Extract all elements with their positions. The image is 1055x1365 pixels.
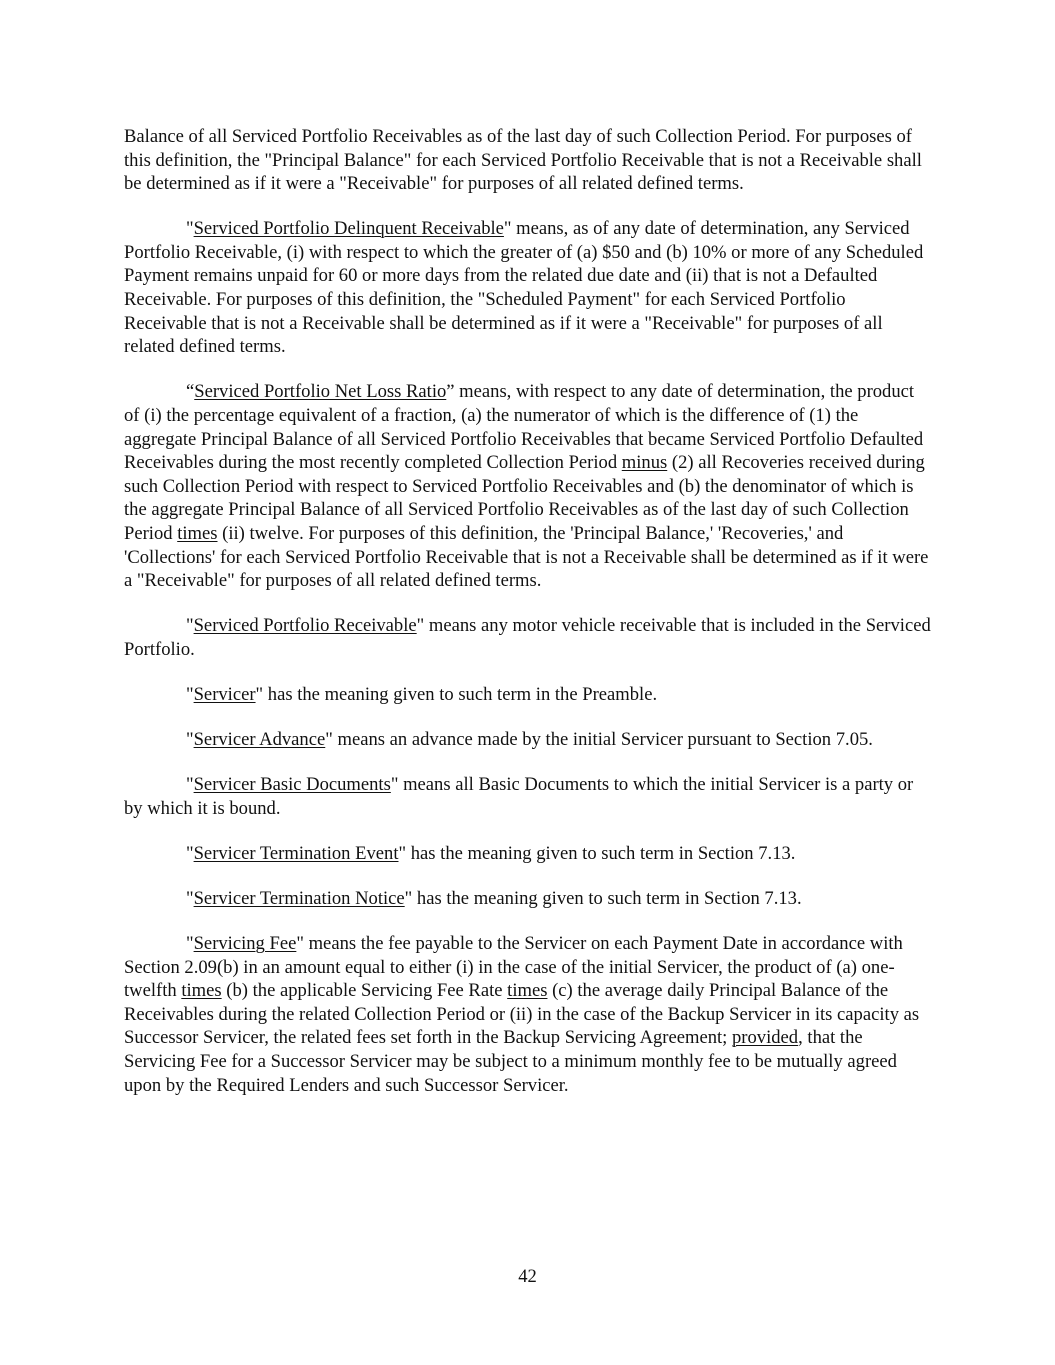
paragraph-text: “ [186,381,195,403]
paragraph-text: " [186,615,194,637]
paragraph-text: " means any motor vehicle receivable that is included in the Serviced Portfolio. [124,615,931,660]
document-body [124,125,932,1119]
paragraph-text: " means all Basic Documents to which the initial Servicer is a party or by which it is bound. [124,774,914,819]
paragraph-text: " [186,683,194,705]
definition-paragraph [124,614,932,661]
definition-paragraph [124,932,932,1097]
definition-paragraph [124,683,932,707]
defined-term: provided [732,1027,799,1049]
defined-term: Serviced Portfolio Net Loss Ratio [194,381,447,403]
defined-term: minus [621,452,668,474]
page-number: 42 [518,1266,537,1287]
paragraph-text: " [186,728,194,750]
paragraph-text: (2) all Recoveries received during such Collection Period with respect to Serviced Portfolio Receivables and (b) the denominator of which is the aggregate Principal Balance of all Serviced Portfolio Receivables as of the last day of such Collection Period [124,452,925,544]
paragraph-text: (ii) twelve. For purposes of this definition, the 'Principal Balance,' 'Recoveries,' and 'Collections' for each Serviced Portfolio Receivable that is not a Receivable shall be determined as if it were a "Receivable" for purposes of all related defined terms. [124,522,929,592]
definition-paragraph [124,125,932,196]
defined-term: Servicer Termination Event [193,842,399,864]
defined-term: Servicer Termination Notice [193,887,405,909]
paragraph-text: " [186,842,194,864]
defined-term: times [507,980,548,1002]
defined-term: times [181,980,222,1002]
paragraph-text: " [186,774,194,796]
paragraph-text: Balance of all Serviced Portfolio Receivables as of the last day of such Collection Period. For purposes of this definition, the "Principal Balance" for each Serviced Portfolio Receivable that is not a Receivable shall be determined as if it were a "Receivable" for purposes of all related defined terms. [124,126,922,195]
defined-term: times [177,522,218,544]
defined-term: Servicer Basic Documents [193,774,391,796]
defined-term: Serviced Portfolio Delinquent Receivable [193,218,504,240]
definition-paragraph [124,773,932,820]
paragraph-text: " [186,887,194,909]
paragraph-text: " means an advance made by the initial Servicer pursuant to Section 7.05. [325,728,873,750]
paragraph-text: ” means, with respect to any date of determination, the product of (i) the percentage equivalent of a fraction, (a) the numerator of which is the difference of (1) the aggregate Principal Balance of all Serviced Portfolio Receivables that became Serviced Portfolio Defaulted Receivables during the most recently completed Collection Period [124,381,924,474]
paragraph-text: " means, as of any date of determination, any Serviced Portfolio Receivable, (i) with respect to which the greater of (a) $50 and (b) 10% or more of any Scheduled Payment remains unpaid for 60 or more days from the related due date and (ii) that is not a Defaulted Receivable. For purposes of this definition, the "Scheduled Payment" for each Serviced Portfolio Receivable that is not a Receivable shall be determined as if it were a "Receivable" for purposes of all related defined terms. [124,218,924,358]
paragraph-text: (b) the applicable Servicing Fee Rate [221,980,508,1002]
paragraph-text: " [186,932,194,954]
paragraph-text: (c) the average daily Principal Balance of the Receivables during the related Collection Period or (ii) in the case of the Backup Servicer in its capacity as Successor Servicer, the related fees set forth in the Backup Servicing Agreement; [124,980,920,1049]
defined-term: Servicing Fee [193,932,297,954]
paragraph-text: " means the fee payable to the Servicer on each Payment Date in accordance with Section 2.09(b) in an amount equal to either (i) in the case of the initial Servicer, the product of (a) one-twelfth [124,932,903,1002]
definition-paragraph [124,887,932,911]
defined-term: Serviced Portfolio Receivable [193,615,417,637]
paragraph-text: , that the Servicing Fee for a Successor Servicer may be subject to a minimum monthly fee to be mutually agreed upon by the Required Lenders and such Successor Servicer. [124,1027,897,1096]
defined-term: Servicer Advance [193,728,326,750]
paragraph-text: " has the meaning given to such term in Section 7.13. [404,887,802,909]
definition-paragraph [124,217,932,359]
paragraph-text: " has the meaning given to such term in Section 7.13. [398,842,796,864]
paragraph-text: " [186,218,194,240]
definition-paragraph [124,380,932,592]
paragraph-text: " has the meaning given to such term in the Preamble. [255,683,658,705]
definition-paragraph [124,842,932,866]
defined-term: Servicer [193,683,256,705]
definition-paragraph [124,728,932,752]
